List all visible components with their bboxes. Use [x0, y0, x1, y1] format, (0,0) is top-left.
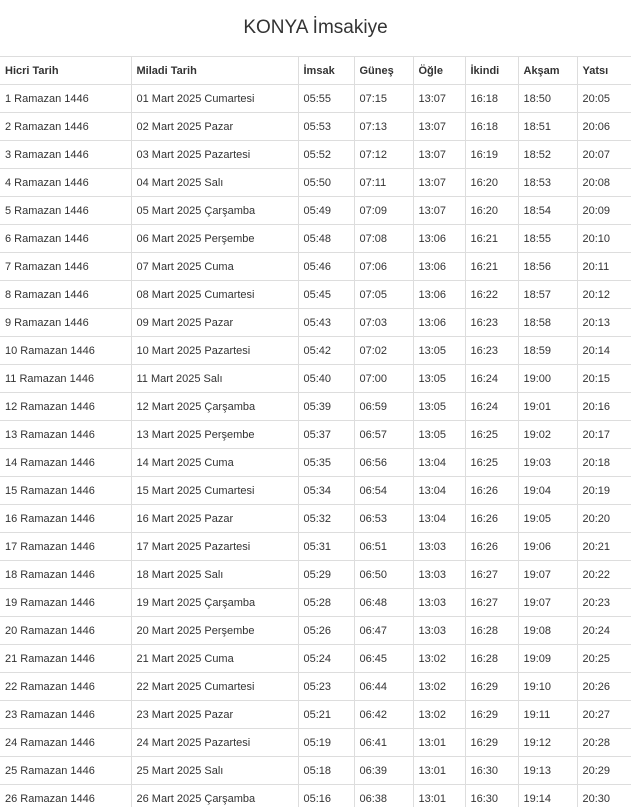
- cell-gunes: 07:13: [354, 113, 413, 141]
- cell-imsak: 05:16: [298, 785, 354, 807]
- cell-yatsi: 20:22: [577, 561, 631, 589]
- cell-imsak: 05:24: [298, 645, 354, 673]
- cell-gunes: 07:12: [354, 141, 413, 169]
- column-header-aksam: Akşam: [518, 57, 577, 85]
- cell-miladi-tarih: 22 Mart 2025 Cumartesi: [131, 673, 298, 701]
- cell-imsak: 05:21: [298, 701, 354, 729]
- cell-ogle: 13:05: [413, 393, 465, 421]
- cell-ikindi: 16:27: [465, 561, 518, 589]
- cell-miladi-tarih: 06 Mart 2025 Perşembe: [131, 225, 298, 253]
- table-row: [0, 701, 631, 729]
- cell-aksam: 18:51: [518, 113, 577, 141]
- cell-ogle: 13:07: [413, 113, 465, 141]
- column-header-yatsi: Yatsı: [577, 57, 631, 85]
- cell-hicri-tarih: 25 Ramazan 1446: [0, 757, 131, 785]
- table-row: [0, 729, 631, 757]
- cell-yatsi: 20:15: [577, 365, 631, 393]
- cell-miladi-tarih: 26 Mart 2025 Çarşamba: [131, 785, 298, 807]
- cell-aksam: 19:10: [518, 673, 577, 701]
- cell-aksam: 19:06: [518, 533, 577, 561]
- table-row: [0, 253, 631, 281]
- cell-yatsi: 20:18: [577, 449, 631, 477]
- cell-hicri-tarih: 19 Ramazan 1446: [0, 589, 131, 617]
- cell-miladi-tarih: 25 Mart 2025 Salı: [131, 757, 298, 785]
- table-body: [0, 85, 631, 807]
- cell-hicri-tarih: 22 Ramazan 1446: [0, 673, 131, 701]
- cell-imsak: 05:32: [298, 505, 354, 533]
- table-row: [0, 589, 631, 617]
- cell-yatsi: 20:23: [577, 589, 631, 617]
- cell-miladi-tarih: 12 Mart 2025 Çarşamba: [131, 393, 298, 421]
- cell-miladi-tarih: 16 Mart 2025 Pazar: [131, 505, 298, 533]
- cell-miladi-tarih: 05 Mart 2025 Çarşamba: [131, 197, 298, 225]
- cell-ikindi: 16:25: [465, 421, 518, 449]
- cell-aksam: 18:56: [518, 253, 577, 281]
- cell-hicri-tarih: 2 Ramazan 1446: [0, 113, 131, 141]
- cell-imsak: 05:42: [298, 337, 354, 365]
- cell-aksam: 18:50: [518, 85, 577, 113]
- cell-aksam: 19:00: [518, 365, 577, 393]
- table-header-row: [0, 57, 631, 85]
- cell-ogle: 13:02: [413, 645, 465, 673]
- cell-aksam: 18:58: [518, 309, 577, 337]
- cell-aksam: 19:11: [518, 701, 577, 729]
- cell-miladi-tarih: 09 Mart 2025 Pazar: [131, 309, 298, 337]
- cell-gunes: 06:59: [354, 393, 413, 421]
- cell-ogle: 13:04: [413, 477, 465, 505]
- cell-ikindi: 16:30: [465, 785, 518, 807]
- column-header-gunes: Güneş: [354, 57, 413, 85]
- cell-hicri-tarih: 3 Ramazan 1446: [0, 141, 131, 169]
- cell-ogle: 13:06: [413, 281, 465, 309]
- cell-gunes: 07:11: [354, 169, 413, 197]
- cell-gunes: 06:54: [354, 477, 413, 505]
- cell-ikindi: 16:20: [465, 197, 518, 225]
- cell-ikindi: 16:24: [465, 393, 518, 421]
- cell-hicri-tarih: 18 Ramazan 1446: [0, 561, 131, 589]
- cell-ogle: 13:07: [413, 197, 465, 225]
- cell-ikindi: 16:29: [465, 701, 518, 729]
- cell-ogle: 13:01: [413, 785, 465, 807]
- cell-aksam: 18:52: [518, 141, 577, 169]
- cell-ogle: 13:03: [413, 561, 465, 589]
- cell-ikindi: 16:30: [465, 757, 518, 785]
- cell-miladi-tarih: 18 Mart 2025 Salı: [131, 561, 298, 589]
- cell-hicri-tarih: 9 Ramazan 1446: [0, 309, 131, 337]
- table-row: [0, 337, 631, 365]
- cell-aksam: 19:04: [518, 477, 577, 505]
- cell-aksam: 19:01: [518, 393, 577, 421]
- cell-yatsi: 20:12: [577, 281, 631, 309]
- cell-ikindi: 16:28: [465, 617, 518, 645]
- cell-hicri-tarih: 1 Ramazan 1446: [0, 85, 131, 113]
- cell-imsak: 05:48: [298, 225, 354, 253]
- cell-ogle: 13:06: [413, 253, 465, 281]
- table-row: [0, 449, 631, 477]
- cell-aksam: 19:09: [518, 645, 577, 673]
- cell-gunes: 07:15: [354, 85, 413, 113]
- cell-imsak: 05:43: [298, 309, 354, 337]
- cell-ogle: 13:03: [413, 617, 465, 645]
- cell-miladi-tarih: 04 Mart 2025 Salı: [131, 169, 298, 197]
- cell-hicri-tarih: 20 Ramazan 1446: [0, 617, 131, 645]
- page-title: KONYA İmsakiye: [243, 17, 388, 38]
- cell-hicri-tarih: 4 Ramazan 1446: [0, 169, 131, 197]
- cell-hicri-tarih: 12 Ramazan 1446: [0, 393, 131, 421]
- cell-gunes: 07:06: [354, 253, 413, 281]
- cell-aksam: 18:59: [518, 337, 577, 365]
- cell-yatsi: 20:13: [577, 309, 631, 337]
- cell-yatsi: 20:17: [577, 421, 631, 449]
- cell-ikindi: 16:19: [465, 141, 518, 169]
- cell-yatsi: 20:30: [577, 785, 631, 807]
- cell-miladi-tarih: 03 Mart 2025 Pazartesi: [131, 141, 298, 169]
- cell-aksam: 18:57: [518, 281, 577, 309]
- column-header-miladi-tarih: Miladi Tarih: [131, 57, 298, 85]
- cell-ikindi: 16:26: [465, 533, 518, 561]
- table-row: [0, 365, 631, 393]
- cell-gunes: 06:44: [354, 673, 413, 701]
- cell-ogle: 13:03: [413, 589, 465, 617]
- cell-imsak: 05:39: [298, 393, 354, 421]
- cell-ogle: 13:06: [413, 225, 465, 253]
- cell-aksam: 18:53: [518, 169, 577, 197]
- cell-ikindi: 16:23: [465, 337, 518, 365]
- cell-yatsi: 20:08: [577, 169, 631, 197]
- cell-ikindi: 16:20: [465, 169, 518, 197]
- table-row: [0, 169, 631, 197]
- cell-ogle: 13:04: [413, 505, 465, 533]
- cell-imsak: 05:31: [298, 533, 354, 561]
- cell-gunes: 07:03: [354, 309, 413, 337]
- table-row: [0, 617, 631, 645]
- cell-imsak: 05:23: [298, 673, 354, 701]
- cell-miladi-tarih: 23 Mart 2025 Pazar: [131, 701, 298, 729]
- cell-miladi-tarih: 17 Mart 2025 Pazartesi: [131, 533, 298, 561]
- cell-hicri-tarih: 16 Ramazan 1446: [0, 505, 131, 533]
- cell-ogle: 13:01: [413, 757, 465, 785]
- column-header-ikindi: İkindi: [465, 57, 518, 85]
- column-header-hicri-tarih: Hicri Tarih: [0, 57, 131, 85]
- cell-yatsi: 20:28: [577, 729, 631, 757]
- cell-miladi-tarih: 07 Mart 2025 Cuma: [131, 253, 298, 281]
- cell-hicri-tarih: 7 Ramazan 1446: [0, 253, 131, 281]
- cell-yatsi: 20:26: [577, 673, 631, 701]
- cell-gunes: 06:53: [354, 505, 413, 533]
- cell-gunes: 06:50: [354, 561, 413, 589]
- cell-aksam: 19:05: [518, 505, 577, 533]
- table-row: [0, 197, 631, 225]
- cell-aksam: 19:02: [518, 421, 577, 449]
- cell-ogle: 13:07: [413, 85, 465, 113]
- cell-yatsi: 20:29: [577, 757, 631, 785]
- cell-ogle: 13:04: [413, 449, 465, 477]
- cell-miladi-tarih: 01 Mart 2025 Cumartesi: [131, 85, 298, 113]
- cell-imsak: 05:34: [298, 477, 354, 505]
- table-row: [0, 757, 631, 785]
- cell-gunes: 07:02: [354, 337, 413, 365]
- cell-ikindi: 16:25: [465, 449, 518, 477]
- cell-ikindi: 16:21: [465, 225, 518, 253]
- cell-gunes: 06:48: [354, 589, 413, 617]
- cell-aksam: 19:07: [518, 589, 577, 617]
- cell-miladi-tarih: 24 Mart 2025 Pazartesi: [131, 729, 298, 757]
- table-row: [0, 645, 631, 673]
- cell-gunes: 07:09: [354, 197, 413, 225]
- cell-gunes: 07:05: [354, 281, 413, 309]
- cell-imsak: 05:50: [298, 169, 354, 197]
- cell-hicri-tarih: 8 Ramazan 1446: [0, 281, 131, 309]
- table-row: [0, 533, 631, 561]
- cell-ikindi: 16:26: [465, 505, 518, 533]
- cell-yatsi: 20:09: [577, 197, 631, 225]
- table-row: [0, 141, 631, 169]
- cell-ogle: 13:07: [413, 141, 465, 169]
- cell-ikindi: 16:18: [465, 85, 518, 113]
- cell-gunes: 07:08: [354, 225, 413, 253]
- cell-imsak: 05:55: [298, 85, 354, 113]
- cell-ogle: 13:05: [413, 421, 465, 449]
- cell-imsak: 05:49: [298, 197, 354, 225]
- cell-imsak: 05:46: [298, 253, 354, 281]
- cell-yatsi: 20:27: [577, 701, 631, 729]
- cell-hicri-tarih: 23 Ramazan 1446: [0, 701, 131, 729]
- cell-aksam: 19:12: [518, 729, 577, 757]
- cell-gunes: 06:57: [354, 421, 413, 449]
- cell-imsak: 05:52: [298, 141, 354, 169]
- cell-gunes: 06:56: [354, 449, 413, 477]
- cell-miladi-tarih: 14 Mart 2025 Cuma: [131, 449, 298, 477]
- cell-yatsi: 20:20: [577, 505, 631, 533]
- cell-aksam: 19:13: [518, 757, 577, 785]
- cell-gunes: 06:38: [354, 785, 413, 807]
- cell-aksam: 19:14: [518, 785, 577, 807]
- cell-miladi-tarih: 13 Mart 2025 Perşembe: [131, 421, 298, 449]
- cell-yatsi: 20:06: [577, 113, 631, 141]
- cell-ogle: 13:05: [413, 337, 465, 365]
- table-row: [0, 225, 631, 253]
- cell-hicri-tarih: 21 Ramazan 1446: [0, 645, 131, 673]
- table-row: [0, 561, 631, 589]
- table-row: [0, 281, 631, 309]
- column-header-ogle: Öğle: [413, 57, 465, 85]
- cell-ikindi: 16:21: [465, 253, 518, 281]
- cell-imsak: 05:29: [298, 561, 354, 589]
- cell-hicri-tarih: 10 Ramazan 1446: [0, 337, 131, 365]
- column-header-imsak: İmsak: [298, 57, 354, 85]
- cell-aksam: 18:55: [518, 225, 577, 253]
- cell-gunes: 06:41: [354, 729, 413, 757]
- cell-aksam: 19:08: [518, 617, 577, 645]
- cell-ikindi: 16:22: [465, 281, 518, 309]
- cell-gunes: 06:42: [354, 701, 413, 729]
- cell-aksam: 18:54: [518, 197, 577, 225]
- cell-imsak: 05:45: [298, 281, 354, 309]
- table-row: [0, 309, 631, 337]
- cell-hicri-tarih: 11 Ramazan 1446: [0, 365, 131, 393]
- cell-imsak: 05:18: [298, 757, 354, 785]
- cell-ogle: 13:02: [413, 701, 465, 729]
- cell-imsak: 05:37: [298, 421, 354, 449]
- cell-miladi-tarih: 08 Mart 2025 Cumartesi: [131, 281, 298, 309]
- cell-aksam: 19:07: [518, 561, 577, 589]
- cell-imsak: 05:28: [298, 589, 354, 617]
- cell-hicri-tarih: 15 Ramazan 1446: [0, 477, 131, 505]
- cell-ikindi: 16:18: [465, 113, 518, 141]
- cell-hicri-tarih: 17 Ramazan 1446: [0, 533, 131, 561]
- cell-yatsi: 20:05: [577, 85, 631, 113]
- cell-imsak: 05:35: [298, 449, 354, 477]
- cell-aksam: 19:03: [518, 449, 577, 477]
- cell-miladi-tarih: 15 Mart 2025 Cumartesi: [131, 477, 298, 505]
- cell-yatsi: 20:25: [577, 645, 631, 673]
- table-row: [0, 393, 631, 421]
- cell-gunes: 07:00: [354, 365, 413, 393]
- cell-ogle: 13:03: [413, 533, 465, 561]
- cell-ogle: 13:06: [413, 309, 465, 337]
- cell-ikindi: 16:26: [465, 477, 518, 505]
- table-row: [0, 113, 631, 141]
- cell-hicri-tarih: 6 Ramazan 1446: [0, 225, 131, 253]
- cell-ikindi: 16:29: [465, 673, 518, 701]
- table-row: [0, 477, 631, 505]
- cell-hicri-tarih: 13 Ramazan 1446: [0, 421, 131, 449]
- table-row: [0, 785, 631, 807]
- cell-miladi-tarih: 10 Mart 2025 Pazartesi: [131, 337, 298, 365]
- cell-ogle: 13:05: [413, 365, 465, 393]
- cell-miladi-tarih: 19 Mart 2025 Çarşamba: [131, 589, 298, 617]
- cell-yatsi: 20:11: [577, 253, 631, 281]
- table-row: [0, 421, 631, 449]
- cell-imsak: 05:19: [298, 729, 354, 757]
- cell-miladi-tarih: 02 Mart 2025 Pazar: [131, 113, 298, 141]
- cell-hicri-tarih: 24 Ramazan 1446: [0, 729, 131, 757]
- cell-gunes: 06:39: [354, 757, 413, 785]
- cell-yatsi: 20:07: [577, 141, 631, 169]
- cell-ikindi: 16:23: [465, 309, 518, 337]
- cell-ikindi: 16:27: [465, 589, 518, 617]
- cell-ikindi: 16:28: [465, 645, 518, 673]
- cell-yatsi: 20:16: [577, 393, 631, 421]
- cell-gunes: 06:51: [354, 533, 413, 561]
- cell-imsak: 05:53: [298, 113, 354, 141]
- cell-yatsi: 20:24: [577, 617, 631, 645]
- cell-hicri-tarih: 26 Ramazan 1446: [0, 785, 131, 807]
- cell-yatsi: 20:21: [577, 533, 631, 561]
- table-row: [0, 505, 631, 533]
- table-row: [0, 673, 631, 701]
- cell-ogle: 13:01: [413, 729, 465, 757]
- imsakiye-table: [0, 56, 631, 807]
- cell-gunes: 06:45: [354, 645, 413, 673]
- cell-imsak: 05:40: [298, 365, 354, 393]
- cell-gunes: 06:47: [354, 617, 413, 645]
- cell-yatsi: 20:19: [577, 477, 631, 505]
- cell-ogle: 13:07: [413, 169, 465, 197]
- cell-hicri-tarih: 5 Ramazan 1446: [0, 197, 131, 225]
- cell-miladi-tarih: 11 Mart 2025 Salı: [131, 365, 298, 393]
- cell-yatsi: 20:14: [577, 337, 631, 365]
- cell-ikindi: 16:24: [465, 365, 518, 393]
- cell-ogle: 13:02: [413, 673, 465, 701]
- cell-miladi-tarih: 20 Mart 2025 Perşembe: [131, 617, 298, 645]
- table-row: [0, 85, 631, 113]
- cell-imsak: 05:26: [298, 617, 354, 645]
- cell-ikindi: 16:29: [465, 729, 518, 757]
- cell-miladi-tarih: 21 Mart 2025 Cuma: [131, 645, 298, 673]
- cell-hicri-tarih: 14 Ramazan 1446: [0, 449, 131, 477]
- cell-yatsi: 20:10: [577, 225, 631, 253]
